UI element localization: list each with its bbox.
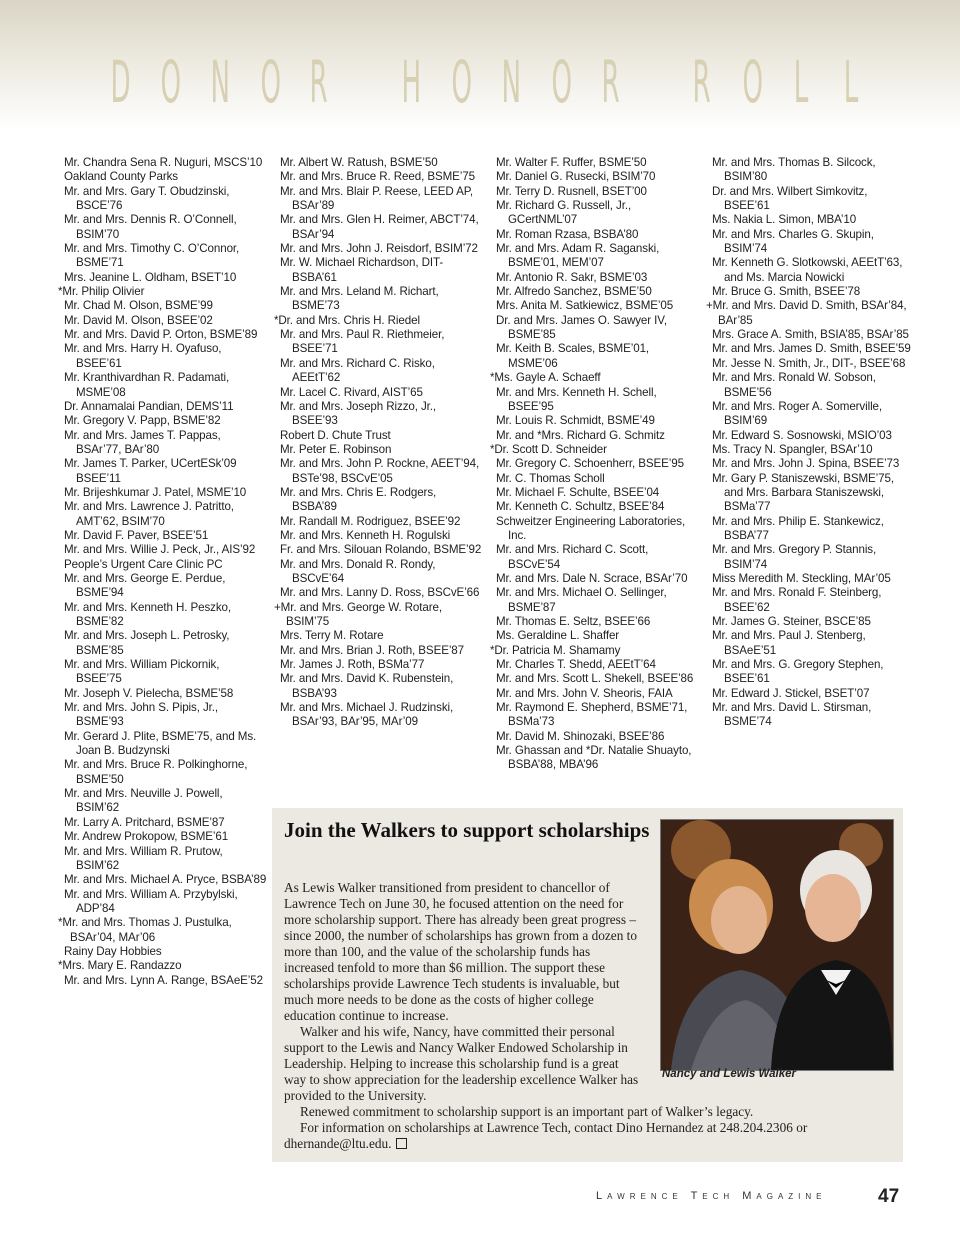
donor-entry: Mr. David M. Shinozaki, BSEE’86 xyxy=(496,729,665,743)
donor-entry: Ms. Tracy N. Spangler, BSAr’10 xyxy=(712,442,873,456)
donor-entry: Mrs. Jeanine L. Oldham, BSET’10 xyxy=(64,270,237,284)
donor-entry: Mr. and Mrs. Scott L. Shekell, BSEE’86 xyxy=(496,672,694,686)
donor-entry: +Mr. and Mrs. George W. Rotare, BSIM’75 xyxy=(274,600,442,628)
donor-entry: Mr. and Mrs. Adam R. Saganski, BSME’01, MEM’07 xyxy=(496,242,660,270)
donor-entry: People’s Urgent Care Clinic PC xyxy=(64,557,223,571)
sidebar-paragraph: As Lewis Walker transitioned from president to chancellor of Lawrence Tech on June 30, he focused attention on the need for more scholarship support. There has already been great progress – since 2000, the number of scholarships has grown from a dozen to more than 100, and the value of the scholarship funds has increased tenfold to more than $6 million. The support these scholarships provide Lawrence Tech students is invaluable, but much more needs to be done as the costs of higher college education continue to increase. xyxy=(284,880,638,1023)
donor-entry: Mr. and Mrs. William A. Przybylski, ADP’84 xyxy=(64,887,238,915)
donor-entry: Mr. Gary P. Staniszewski, BSME’75, and Mrs. Barbara Staniszewski, BSMa’77 xyxy=(712,471,894,514)
banner-letter: H xyxy=(401,48,422,116)
donor-entry: Mr. and Mrs. Gary T. Obudzinski, BSCE’76 xyxy=(64,184,230,213)
donor-entry: Mr. and Mrs. Harry H. Oyafuso, BSEE’61 xyxy=(64,342,222,370)
banner-letter: D xyxy=(110,48,131,116)
donor-entry: Mr. Edward S. Sosnowski, MSIO’03 xyxy=(712,428,892,442)
donor-entry: Mr. and Mrs. Bruce R. Polkinghorne, BSME’50 xyxy=(64,758,248,786)
donor-entry: Mr. Daniel G. Rusecki, BSIM’70 xyxy=(496,170,656,184)
donor-entry: Mr. Lacel C. Rivard, AIST’65 xyxy=(280,385,423,399)
donor-entry: Mr. and Mrs. Bruce R. Reed, BSME’75 xyxy=(280,170,475,184)
donor-entry: Mr. and Mrs. Timothy C. O’Connor, BSME’71 xyxy=(64,242,240,270)
donor-entry: Mr. Chad M. Olson, BSME’99 xyxy=(64,299,213,313)
donor-entry: *Dr. and Mrs. Chris H. Riedel xyxy=(274,313,420,327)
donor-entry: Mr. Kranthivardhan R. Padamati, MSME’08 xyxy=(64,371,230,399)
donor-entry: Mr. and Mrs. Glen H. Reimer, ABCT’74, BSAr’94 xyxy=(280,213,479,241)
donor-entry: Mr. Charles T. Shedd, AEEtT’64 xyxy=(496,658,656,672)
donor-entry: Mr. Thomas E. Seltz, BSEE’66 xyxy=(496,615,651,628)
donor-entry: Mr. and Mrs. Lanny D. Ross, BSCvE’66 xyxy=(280,586,480,600)
scholarship-sidebar xyxy=(272,808,903,1162)
banner-letter: O xyxy=(742,48,764,116)
donor-entry: Mr. and Mrs. Leland M. Richart, BSME’73 xyxy=(280,285,439,313)
donor-entry: *Mr. Philip Olivier xyxy=(58,285,145,299)
donor-entry: Mr. James J. Roth, BSMa’77 xyxy=(280,658,425,672)
banner-letter: O xyxy=(451,48,473,116)
donor-entry: Mr. and Mrs. William R. Prutow, BSIM’62 xyxy=(64,844,223,872)
sidebar-paragraph xyxy=(284,1120,884,1152)
magazine-name: Lawrence Tech Magazine xyxy=(596,1190,827,1202)
donor-entry: Mr. and Mrs. David L. Stirsman, BSME’74 xyxy=(712,701,872,729)
donor-entry: Mr. and Mrs. Michael A. Pryce, BSBA’89 xyxy=(64,873,267,887)
banner-letter: R xyxy=(601,48,620,116)
donor-entry: Mr. David M. Olson, BSEE’02 xyxy=(64,313,213,327)
donor-entry: Mr. James T. Parker, UCertESk’09 BSEE’11 xyxy=(64,457,237,485)
banner-letter: L xyxy=(843,48,859,116)
banner-letter: O xyxy=(260,48,281,116)
donor-entry: Mr. and Mrs. John J. Spina, BSEE’73 xyxy=(712,457,900,471)
donor-entry: Mr. and Mrs. Willie J. Peck, Jr., AIS’92 xyxy=(64,543,256,557)
donor-entry: Mr. Joseph V. Pielecha, BSME’58 xyxy=(64,686,234,700)
donor-column-3 xyxy=(490,156,700,773)
donor-entry: *Mr. and Mrs. Thomas J. Pustulka, BSAr’04, MAr’06 xyxy=(58,916,232,944)
donor-entry: Mr. and Mrs. Donald R. Rondy, BSCvE’64 xyxy=(280,557,436,585)
donor-entry: Mr. and Mrs. Philip E. Stankewicz, BSBA’77 xyxy=(712,514,884,542)
donor-column-4 xyxy=(706,156,916,730)
banner-letter: N xyxy=(501,48,521,116)
donor-entry: Mr. Richard G. Russell, Jr., GCertNML’07 xyxy=(496,199,632,227)
donor-entry: Mrs. Terry M. Rotare xyxy=(280,629,384,643)
donor-column-2 xyxy=(274,156,484,730)
donor-entry: Miss Meredith M. Steckling, MAr’05 xyxy=(712,571,891,585)
magazine-footer xyxy=(596,1190,896,1202)
donor-entry: Mr. and Mrs. Joseph L. Petrosky, BSME’85 xyxy=(64,629,230,657)
donor-entry: Mr. and Mrs. Lynn A. Range, BSAeE’52 xyxy=(64,973,263,987)
photo-caption: Nancy and Lewis Walker xyxy=(662,1068,797,1080)
sidebar-paragraph: Walker and his wife, Nancy, have committed their personal support to the Lewis and Nancy Walker Endowed Scholarship in Leadership. Helping to increase this scholarship fund is a great way to show appreciation for the leadership excellence Walker has provided to the University. xyxy=(284,1024,639,1103)
donor-entry: *Mrs. Mary E. Randazzo xyxy=(58,959,182,973)
donor-entry: Mr. and Mrs. Ronald F. Steinberg, BSEE’62 xyxy=(712,586,882,614)
banner-letter: R xyxy=(309,48,329,116)
donor-entry: Mr. and Mrs. David K. Rubenstein, BSBA’93 xyxy=(280,672,454,700)
donor-entry: Mr. Gregory V. Papp, BSME’82 xyxy=(64,414,221,428)
donor-entry: Mr. and Mrs. John S. Pipis, Jr., BSME’93 xyxy=(64,701,219,729)
donor-entry: Mr. and Mrs. William Pickornik, BSEE’75 xyxy=(64,658,220,686)
donor-entry: +Mr. and Mrs. David D. Smith, BSAr’84, BAr’85 xyxy=(706,299,907,327)
donor-entry: Mr. and Mrs. Kenneth H. Rogulski xyxy=(280,528,451,542)
donor-entry: Mr. and Mrs. Kenneth H. Peszko, BSME’82 xyxy=(64,600,232,628)
donor-column-1 xyxy=(58,156,268,988)
donor-entry: Mr. and Mrs. Michael O. Sellinger, BSME’87 xyxy=(496,586,667,614)
donor-entry: Mr. and *Mrs. Richard G. Schmitz xyxy=(496,428,665,442)
donor-entry: Mr. and Mrs. James D. Smith, BSEE’59 xyxy=(712,342,911,356)
donor-entry: Mr. and Mrs. John V. Sheoris, FAIA xyxy=(496,686,673,700)
donor-entry: Mr. Keith B. Scales, BSME’01, MSME’06 xyxy=(496,342,650,370)
donor-entry: Mr. and Mrs. Ronald W. Sobson, BSME’56 xyxy=(712,371,876,399)
donor-entry: Dr. and Mrs. James O. Sawyer IV, BSME’85 xyxy=(496,313,667,342)
donor-entry: Mr. Kenneth C. Schultz, BSEE’84 xyxy=(496,500,665,514)
donor-entry: Oakland County Parks xyxy=(64,170,178,184)
donor-entry: Mr. and Mrs. Brian J. Roth, BSEE’87 xyxy=(280,643,465,657)
donor-entry: Mr. Roman Rzasa, BSBA’80 xyxy=(496,227,639,241)
donor-entry: Mr. Michael F. Schulte, BSEE’04 xyxy=(496,485,660,499)
banner-letter: O xyxy=(551,48,572,116)
donor-entry: Mr. and Mrs. Richard C. Risko, AEEtT’62 xyxy=(280,356,435,385)
donor-entry: Dr. Annamalai Pandian, DEMS’11 xyxy=(64,399,234,413)
donor-entry: Mr. and Mrs. Dale N. Scrace, BSAr’70 xyxy=(496,571,688,585)
donor-entry: Mr. and Mrs. Richard C. Scott, BSCvE’54 xyxy=(496,543,649,571)
donor-entry: Mr. and Mrs. Thomas B. Silcock, BSIM’80 xyxy=(712,156,876,184)
donor-entry: Mr. and Mrs. John P. Rockne, AEET’94, BSTe’98, BSCvE’05 xyxy=(280,457,480,485)
donor-entry: Mrs. Anita M. Satkiewicz, BSME’05 xyxy=(496,299,674,313)
donor-entry: Mr. Albert W. Ratush, BSME’50 xyxy=(280,156,438,169)
sidebar-title: Join the Walkers to support scholarships xyxy=(284,818,650,842)
donor-entry: Mr. W. Michael Richardson, DIT-BSBA’61 xyxy=(280,256,444,284)
banner-letter: N xyxy=(210,48,230,116)
donor-entry: Mr. and Mrs. Roger A. Somerville, BSIM’69 xyxy=(712,399,883,428)
donor-entry: Mr. and Mrs. Michael J. Rudzinski, BSAr’93, BAr’95, MAr’09 xyxy=(280,701,454,729)
donor-entry: Mr. and Mrs. Paul R. Riethmeier, BSEE’71 xyxy=(280,328,445,356)
donor-entry: Mr. Louis R. Schmidt, BSME’49 xyxy=(496,414,655,428)
donor-entry: Dr. and Mrs. Wilbert Simkovitz, BSEE’61 xyxy=(712,184,868,213)
walkers-photo xyxy=(660,819,894,1071)
donor-entry: Mr. Terry D. Rusnell, BSET’00 xyxy=(496,184,647,198)
donor-entry: Mr. Chandra Sena R. Nuguri, MSCS’10 xyxy=(64,156,263,169)
donor-entry: Mr. Raymond E. Shepherd, BSME’71, BSMa’73 xyxy=(496,701,688,729)
donor-entry: Mr. and Mrs. Charles G. Skupin, BSIM’74 xyxy=(712,227,874,256)
donor-entry: *Dr. Patricia M. Shamamy xyxy=(490,643,621,657)
donor-entry: Schweitzer Engineering Laboratories, Inc. xyxy=(496,514,686,542)
donor-entry: Mr. Randall M. Rodriguez, BSEE’92 xyxy=(280,514,461,528)
donor-entry: Mr. Larry A. Pritchard, BSME’87 xyxy=(64,815,225,829)
donor-entry: Mr. and Mrs. G. Gregory Stephen, BSEE’61 xyxy=(712,658,884,686)
donor-entry: Mr. Walter F. Ruffer, BSME’50 xyxy=(496,156,647,169)
end-mark-icon xyxy=(396,1138,407,1149)
page-number: 47 xyxy=(878,1186,900,1207)
donor-entry: Rainy Day Hobbies xyxy=(64,944,162,958)
banner-letter: L xyxy=(793,48,809,116)
donor-entry: Mr. Antonio R. Sakr, BSME’03 xyxy=(496,270,648,284)
banner-letter: O xyxy=(160,48,181,116)
donor-entry: Mr. and Mrs. Dennis R. O’Connell, BSIM’70 xyxy=(64,213,237,241)
donor-entry: Mr. Kenneth G. Slotkowski, AEEtT’63, and Ms. Marcia Nowicki xyxy=(712,256,903,284)
donor-entry: Mr. and Mrs. Chris E. Rodgers, BSBA’89 xyxy=(280,485,437,514)
donor-entry: Ms. Nakia L. Simon, MBA’10 xyxy=(712,213,857,227)
page-banner xyxy=(100,48,870,116)
donor-entry: *Dr. Scott D. Schneider xyxy=(490,442,607,456)
donor-entry: Ms. Geraldine L. Shaffer xyxy=(496,629,620,643)
donor-entry: Mr. Gerard J. Plite, BSME’75, and Ms. Joan B. Budzynski xyxy=(64,729,257,758)
donor-entry: Mr. and Mrs. George E. Perdue, BSME’94 xyxy=(64,571,226,600)
sidebar-paragraph: Renewed commitment to scholarship support is an important part of Walker’s legacy. xyxy=(300,1104,754,1119)
donor-entry: Mr. David F. Paver, BSEE’51 xyxy=(64,528,209,542)
banner-letter: R xyxy=(692,48,711,116)
donor-entry: Mr. Jesse N. Smith, Jr., DIT-, BSEE’68 xyxy=(712,356,906,370)
donor-entry: Mr. Brijeshkumar J. Patel, MSME’10 xyxy=(64,485,247,499)
donor-entry: Mr. and Mrs. David P. Orton, BSME’89 xyxy=(64,328,258,342)
donor-entry: Mr. and Mrs. Paul J. Stenberg, BSAeE’51 xyxy=(712,629,866,657)
donor-entry: Mr. Gregory C. Schoenherr, BSEE’95 xyxy=(496,457,684,471)
donor-entry: Mr. Bruce G. Smith, BSEE’78 xyxy=(712,285,861,299)
donor-entry: Mr. and Mrs. Kenneth H. Schell, BSEE’95 xyxy=(496,385,657,413)
donor-entry: Mr. C. Thomas Scholl xyxy=(496,471,605,485)
donor-entry: Mr. and Mrs. Blair P. Reese, LEED AP, BSAr’89 xyxy=(280,184,474,213)
donor-entry: Mr. and Mrs. Neuville J. Powell, BSIM’62 xyxy=(64,787,223,815)
donor-entry: Mr. Ghassan and *Dr. Natalie Shuayto, BSBA’88, MBA’96 xyxy=(496,744,692,772)
donor-entry: *Ms. Gayle A. Schaeff xyxy=(490,371,601,385)
donor-entry: Mr. Alfredo Sanchez, BSME’50 xyxy=(496,285,652,299)
donor-entry: Mr. James G. Steiner, BSCE’85 xyxy=(712,615,871,628)
donor-entry: Fr. and Mrs. Silouan Rolando, BSME’92 xyxy=(280,543,482,557)
donor-entry: Mr. Edward J. Stickel, BSET’07 xyxy=(712,686,870,700)
donor-entry: Mr. and Mrs. Joseph Rizzo, Jr., BSEE’93 xyxy=(280,399,437,428)
donor-entry: Mrs. Grace A. Smith, BSIA’85, BSAr’85 xyxy=(712,328,909,342)
photo-illustration xyxy=(661,820,893,1070)
donor-entry: Mr. and Mrs. John J. Reisdorf, BSIM’72 xyxy=(280,242,478,256)
donor-entry: Mr. Peter E. Robinson xyxy=(280,442,392,456)
donor-entry: Robert D. Chute Trust xyxy=(280,428,391,442)
donor-entry: Mr. and Mrs. Lawrence J. Patritto, AMT’62, BSIM’70 xyxy=(64,500,234,528)
sidebar-contact-text: For information on scholarships at Lawrence Tech, contact Dino Hernandez at 248.204.2306 or dhernande@ltu.edu. xyxy=(284,1120,808,1151)
donor-entry: Mr. and Mrs. James T. Pappas, BSAr’77, BAr’80 xyxy=(64,428,221,456)
donor-entry: Mr. Andrew Prokopow, BSME’61 xyxy=(64,830,229,844)
donor-entry: Mr. and Mrs. Gregory P. Stannis, BSIM’74 xyxy=(712,543,877,571)
